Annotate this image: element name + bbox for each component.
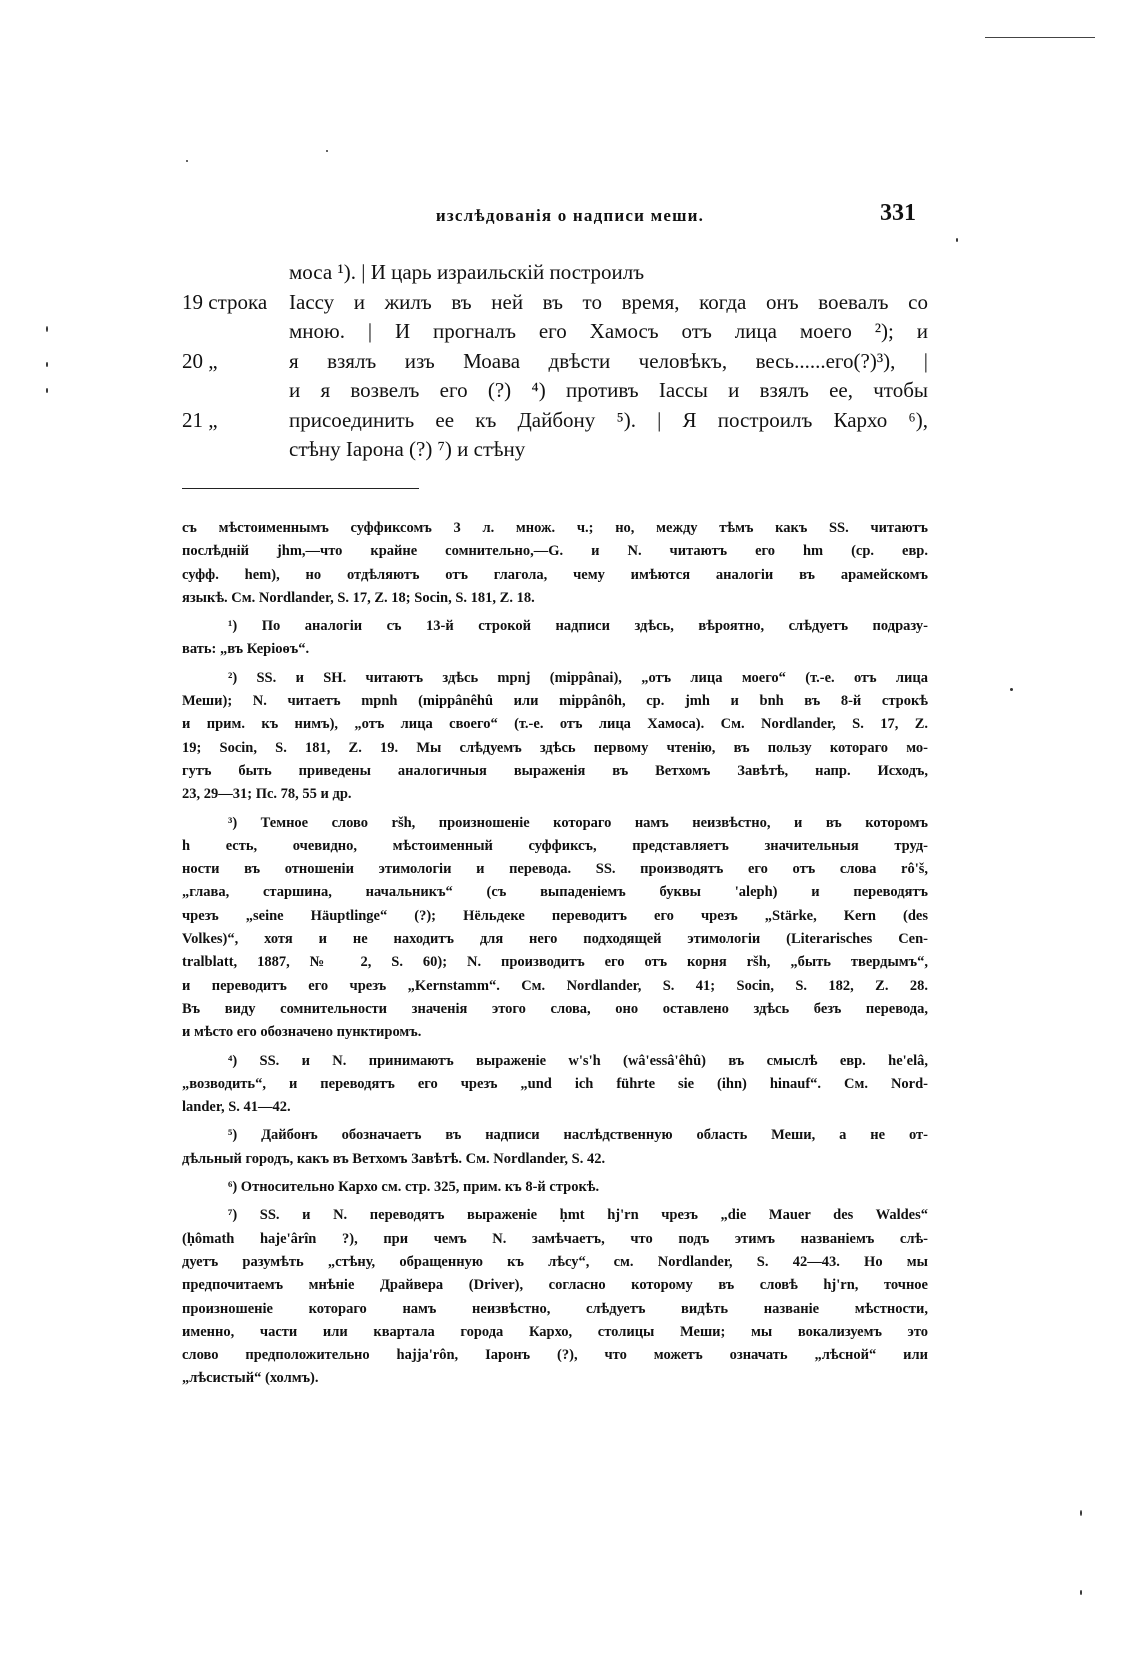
- footnote-2: [182, 667, 928, 807]
- footnote-line: (ḥômath haje'ârîn ?), при чемъ N. замѣчаетъ, что подъ этимъ названіемъ слѣ-: [182, 1230, 928, 1247]
- scan-speck: [186, 160, 188, 162]
- inscription-translation: [0, 258, 1140, 465]
- inscription-line: [0, 376, 1140, 406]
- footnote-line: вать: „въ Керіоѳъ“.: [182, 641, 310, 658]
- footnote-separator: [182, 488, 419, 489]
- scan-margin-line: [985, 37, 1095, 38]
- scan-speck: [46, 388, 48, 393]
- line-number-label: 21 „: [182, 407, 218, 432]
- inscription-text: моса ¹). | И царь израильскій построилъ: [289, 260, 645, 284]
- footnote-line: ¹) По аналогіи съ 13-й строкой надписи здѣсь, вѣроятно, слѣдуетъ подразу-: [228, 618, 928, 635]
- footnote-line: tralblatt, 1887, № 2, S. 60); N. производитъ его отъ корня ršh, „быть твердымъ“,: [182, 954, 928, 971]
- footnote-line: „лѣсистый“ (холмъ).: [182, 1370, 319, 1387]
- footnote-line: ⁷) SS. и N. переводятъ выраженіе ḥmt hj'rn чрезъ „die Mauer des Waldes“: [228, 1207, 928, 1224]
- footnote-line: Volkes)“, хотя и не находитъ для него подходящей этимологіи (Literarisches Cen-: [182, 931, 928, 948]
- scan-speck: [1080, 1590, 1082, 1595]
- scan-speck: [46, 362, 48, 367]
- footnote-line: Меши); N. читаетъ mpnh (mippânêhû или mippânôh, ср. jmh и bnh въ 8-й строкѣ: [182, 693, 928, 710]
- scan-speck: [956, 238, 958, 242]
- footnote-line: и переводитъ его чрезъ „Kernstamm“. См. Nordlander, S. 41; Socin, S. 182, Z. 28.: [182, 977, 928, 994]
- footnote-line: дуетъ разумѣть „стѣну, обращенную къ лѣсу“, см. Nordlander, S. 42—43. Но мы: [182, 1253, 928, 1270]
- scan-speck: [46, 326, 48, 332]
- inscription-text: я взялъ изъ Моава двѣсти человѣкъ, весь......его(?)³), |: [289, 348, 928, 373]
- scan-speck: [326, 150, 328, 152]
- footnote-line: слово предположительно hajja'rôn, Іаронъ (?), что можетъ означать „лѣсной“ или: [182, 1347, 928, 1364]
- footnote-line: произношеніе котораго намъ неизвѣстно, слѣдуетъ видѣть названіе мѣстности,: [182, 1300, 928, 1317]
- footnote-3: [182, 812, 928, 1045]
- footnote-line: гутъ быть приведены аналогичныя выраженія въ Ветхомъ Завѣтѣ, напр. Исходъ,: [182, 762, 928, 779]
- footnote-line: ⁵) Дайбонъ обозначаетъ въ надписи наслѣдственную область Меши, а не от-: [228, 1127, 928, 1144]
- inscription-line: [0, 435, 1140, 465]
- inscription-line: [0, 347, 1140, 377]
- line-number-label: 20 „: [182, 348, 218, 373]
- footnote-line: и мѣсто его обозначено пунктиромъ.: [182, 1024, 422, 1041]
- footnote-line: послѣдній jhm,—что крайне сомнительно,—G. и N. читаютъ его hm (ср. евр.: [182, 543, 928, 560]
- footnote-line: ности въ отношеніи этимологіи и перевода. SS. производятъ его отъ слова rô'š,: [182, 861, 928, 878]
- line-number-label: 19 строка: [182, 289, 268, 314]
- footnote-continuation: [182, 517, 928, 610]
- footnote-line: и прим. къ нимъ), „отъ лица своего“ (т.-е. отъ лица Хамоса). См. Nordlander, S. 17, Z.: [182, 716, 928, 733]
- footnote-line: „глава, старшина, начальникъ“ (съ выпаденіемъ буквы 'aleph) и переводятъ: [182, 884, 928, 901]
- inscription-text: присоединить ее къ Дайбону ⁵). | Я построилъ Кархо ⁶),: [289, 407, 928, 432]
- footnote-line: „возводить“, и переводятъ его чрезъ „und ich führte sie (ihn) hinauf“. См. Nord-: [182, 1075, 928, 1092]
- footnote-line: Въ виду сомнительности значенія этого слова, оно оставлено здѣсь безъ перевода,: [182, 1000, 928, 1017]
- footnote-line: ²) SS. и SH. читаютъ здѣсь mpnj (mippânai), „отъ лица моего“ (т.-е. отъ лица: [228, 669, 928, 686]
- footnote-7: [182, 1204, 928, 1390]
- inscription-line: [0, 317, 1140, 347]
- footnote-line: lander, S. 41—42.: [182, 1099, 291, 1116]
- footnote-line: языкѣ. См. Nordlander, S. 17, Z. 18; Socin, S. 181, Z. 18.: [182, 589, 535, 606]
- footnote-line: 19; Socin, S. 181, Z. 19. Мы слѣдуемъ здѣсь первому чтенію, въ пользу котораго мо-: [182, 739, 928, 756]
- footnotes-section: [182, 517, 928, 1391]
- running-head: изслѣдованія о надписи меши.: [435, 206, 705, 225]
- scan-speck: [1010, 688, 1013, 691]
- footnote-1: [182, 615, 928, 662]
- footnote-line: съ мѣстоименнымъ суффиксомъ 3 л. множ. ч.; но, между тѣмъ какъ SS. читаютъ: [182, 520, 928, 536]
- inscription-text: мною. | И прогналъ его Хамосъ отъ лица моего ²); и: [289, 319, 928, 343]
- inscription-text: стѣну Іарона (?) ⁷) и стѣну: [289, 437, 526, 461]
- footnote-line: ⁶) Относительно Кархо см. стр. 325, прим. къ 8-й строкѣ.: [228, 1179, 600, 1196]
- footnote-5: [182, 1124, 928, 1171]
- inscription-line: [0, 406, 1140, 436]
- footnote-line: ⁴) SS. и N. принимаютъ выраженіе w's'h (wâ'essâ'êhû) въ смыслѣ евр. he'elâ,: [228, 1052, 928, 1069]
- footnote-line: дѣльный городъ, какъ въ Ветхомъ Завѣтѣ. См. Nordlander, S. 42.: [182, 1150, 606, 1167]
- footnote-line: предпочитаемъ мнѣніе Драйвера (Driver), согласно которому въ словѣ hj'rn, точное: [182, 1277, 928, 1294]
- footnote-line: 23, 29—31; Пс. 78, 55 и др.: [182, 786, 352, 803]
- footnote-line: именно, части или квартала города Кархо, столицы Меши; мы вокализуемъ это: [182, 1323, 928, 1340]
- footnote-line: чрезъ „seine Häuptlinge“ (?); Нёльдеке переводитъ его чрезъ „Stärke, Kern (des: [182, 907, 928, 924]
- footnote-line: h есть, очевидно, мѣстоименный суффиксъ, представляетъ значительныя труд-: [182, 837, 928, 854]
- footnote-4: [182, 1050, 928, 1120]
- inscription-line: [0, 288, 1140, 318]
- page-number: 331: [880, 200, 916, 226]
- inscription-text: и я возвелъ его (?) ⁴) противъ Іассы и взялъ ее, чтобы: [289, 378, 928, 402]
- scan-speck: [1080, 1510, 1082, 1516]
- inscription-text: Іассу и жилъ въ ней въ то время, когда онъ воевалъ со: [289, 289, 928, 314]
- footnote-6: [182, 1176, 928, 1199]
- inscription-line: [0, 258, 1140, 288]
- footnote-line: ³) Темное слово ršh, произношеніе котораго намъ неизвѣстно, и въ которомъ: [228, 814, 928, 831]
- footnote-line: суфф. hem), но отдѣляютъ отъ глагола, чему имѣются аналогіи въ арамейскомъ: [182, 566, 928, 583]
